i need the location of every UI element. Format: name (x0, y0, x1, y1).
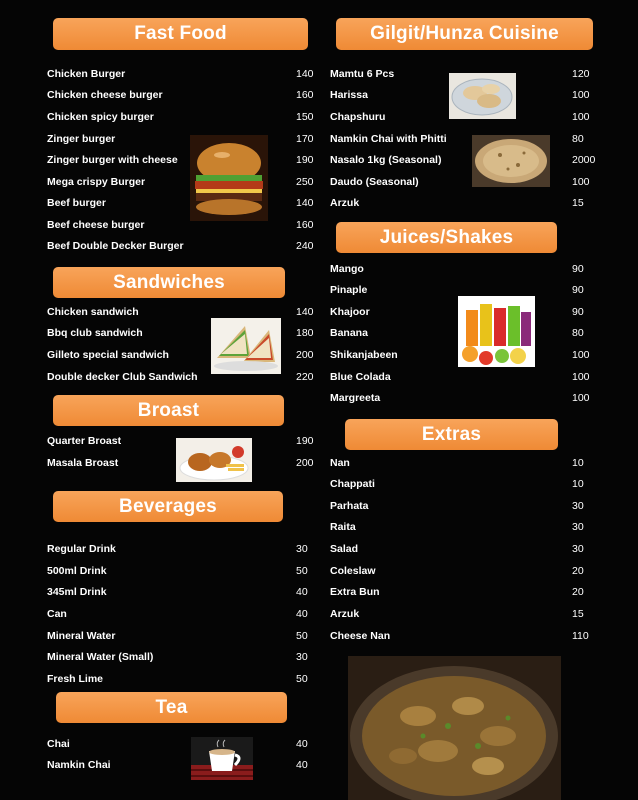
menu-item-price: 120 (572, 68, 590, 80)
extras-banner: Extras (345, 419, 558, 450)
menu-item-name: Gilleto special sandwich (47, 349, 169, 361)
menu-item-price: 190 (296, 154, 314, 166)
juices-shakes-banner: Juices/Shakes (336, 222, 557, 253)
menu-item-price: 240 (296, 240, 314, 252)
burger-photo (190, 135, 268, 221)
menu-item-price: 40 (296, 608, 308, 620)
menu-item-name: Masala Broast (47, 457, 119, 469)
tea-banner: Tea (56, 692, 287, 723)
menu-item-price: 30 (572, 521, 584, 533)
menu-item-name: Mango (330, 263, 364, 275)
menu-item-price: 90 (572, 263, 584, 275)
juices-photo (458, 296, 535, 367)
menu-item-price: 170 (296, 133, 314, 145)
menu-item-price: 160 (296, 219, 314, 231)
menu-item-name: Can (47, 608, 67, 620)
menu-item-price: 250 (296, 176, 314, 188)
menu-item-name: Margreeta (330, 392, 381, 404)
karahi-photo (348, 656, 561, 800)
menu-item-price: 30 (296, 651, 308, 663)
menu-item-name: Extra Bun (330, 586, 380, 598)
menu-item-name: Nan (330, 457, 350, 469)
tea-cup-photo (191, 737, 253, 780)
menu-item-name: Chapshuru (330, 111, 386, 123)
broast-banner: Broast (53, 395, 284, 426)
menu-item-name: Parhata (330, 500, 369, 512)
menu-item-price: 40 (296, 586, 308, 598)
menu-item-name: 500ml Drink (47, 565, 107, 577)
menu-item-name: Namkin Chai with Phitti (330, 133, 447, 145)
menu-item-name: Salad (330, 543, 359, 555)
menu-item-price: 110 (572, 630, 589, 642)
menu-item-price: 30 (572, 543, 584, 555)
sandwiches-banner: Sandwiches (53, 267, 285, 298)
menu-item-name: Namkin Chai (47, 759, 111, 771)
menu-item-name: Harissa (330, 89, 368, 101)
menu-item-name: Beef burger (47, 197, 106, 209)
menu-item-name: Chicken spicy burger (47, 111, 154, 123)
mamtu-photo (449, 73, 516, 119)
menu-item-name: Arzuk (330, 608, 360, 620)
menu-item-price: 40 (296, 759, 308, 771)
menu-item-name: Beef cheese burger (47, 219, 145, 231)
sandwich-photo (211, 318, 281, 374)
menu-item-price: 20 (572, 586, 584, 598)
menu-item-price: 160 (296, 89, 314, 101)
menu-item-name: Arzuk (330, 197, 360, 209)
menu-item-name: Raita (330, 521, 356, 533)
beverages-banner: Beverages (53, 491, 283, 522)
menu-item-price: 220 (296, 371, 314, 383)
menu-item-price: 2000 (572, 154, 596, 166)
menu-item-price: 180 (296, 327, 314, 339)
menu-item-price: 80 (572, 327, 584, 339)
menu-item-price: 20 (572, 565, 584, 577)
menu-item-price: 140 (296, 197, 314, 209)
menu-item-price: 80 (572, 133, 584, 145)
menu-item-price: 200 (296, 457, 314, 469)
menu-item-price: 50 (296, 673, 308, 685)
menu-item-name: Chicken Burger (47, 68, 126, 80)
menu-item-name: Beef Double Decker Burger (47, 240, 184, 252)
menu-item-name: Coleslaw (330, 565, 376, 577)
broast-photo (176, 438, 252, 482)
menu-item-price: 100 (572, 371, 590, 383)
menu-item-price: 50 (296, 630, 308, 642)
menu-item-name: Blue Colada (330, 371, 391, 383)
menu-item-name: Zinger burger with cheese (47, 154, 178, 166)
menu-item-name: Mineral Water (Small) (47, 651, 154, 663)
menu-item-price: 10 (572, 457, 584, 469)
menu-item-price: 100 (572, 392, 590, 404)
menu-item-name: Pinaple (330, 284, 368, 296)
menu-item-price: 30 (572, 500, 584, 512)
menu-item-name: Banana (330, 327, 368, 339)
menu-item-price: 30 (296, 543, 308, 555)
menu-item-name: Nasalo 1kg (Seasonal) (330, 154, 442, 166)
menu-item-name: Mamtu 6 Pcs (330, 68, 395, 80)
menu-item-name: Double decker Club Sandwich (47, 371, 198, 383)
menu-item-name: Fresh Lime (47, 673, 104, 685)
menu-item-price: 90 (572, 306, 584, 318)
menu-item-price: 150 (296, 111, 314, 123)
menu-item-price: 200 (296, 349, 314, 361)
menu-item-price: 140 (296, 306, 314, 318)
menu-item-name: Mineral Water (47, 630, 116, 642)
menu-item-name: Chappati (330, 478, 375, 490)
menu-item-price: 15 (572, 197, 584, 209)
chapshuru-photo (472, 135, 550, 187)
menu-item-name: 345ml Drink (47, 586, 107, 598)
menu-item-name: Cheese Nan (330, 630, 391, 642)
gilgit-hunza-banner: Gilgit/Hunza Cuisine (336, 18, 593, 50)
menu-item-name: Chicken cheese burger (47, 89, 163, 101)
menu-item-price: 50 (296, 565, 308, 577)
menu-item-name: Daudo (Seasonal) (330, 176, 419, 188)
menu-item-price: 100 (572, 89, 590, 101)
menu-item-price: 40 (296, 738, 308, 750)
menu-item-price: 100 (572, 111, 590, 123)
menu-item-price: 140 (296, 68, 314, 80)
menu-item-name: Khajoor (330, 306, 370, 318)
menu-item-name: Bbq club sandwich (47, 327, 143, 339)
menu-item-name: Regular Drink (47, 543, 116, 555)
menu-item-price: 100 (572, 176, 590, 188)
menu-item-price: 190 (296, 435, 314, 447)
menu-item-price: 90 (572, 284, 584, 296)
menu-item-name: Zinger burger (47, 133, 116, 145)
menu-item-name: Mega crispy Burger (47, 176, 146, 188)
fast-food-banner: Fast Food (53, 18, 308, 50)
menu-item-name: Chicken sandwich (47, 306, 139, 318)
menu-item-name: Shikanjabeen (330, 349, 398, 361)
menu-item-price: 10 (572, 478, 584, 490)
menu-item-name: Chai (47, 738, 70, 750)
menu-item-price: 100 (572, 349, 590, 361)
menu-item-name: Quarter Broast (47, 435, 122, 447)
menu-item-price: 15 (572, 608, 584, 620)
